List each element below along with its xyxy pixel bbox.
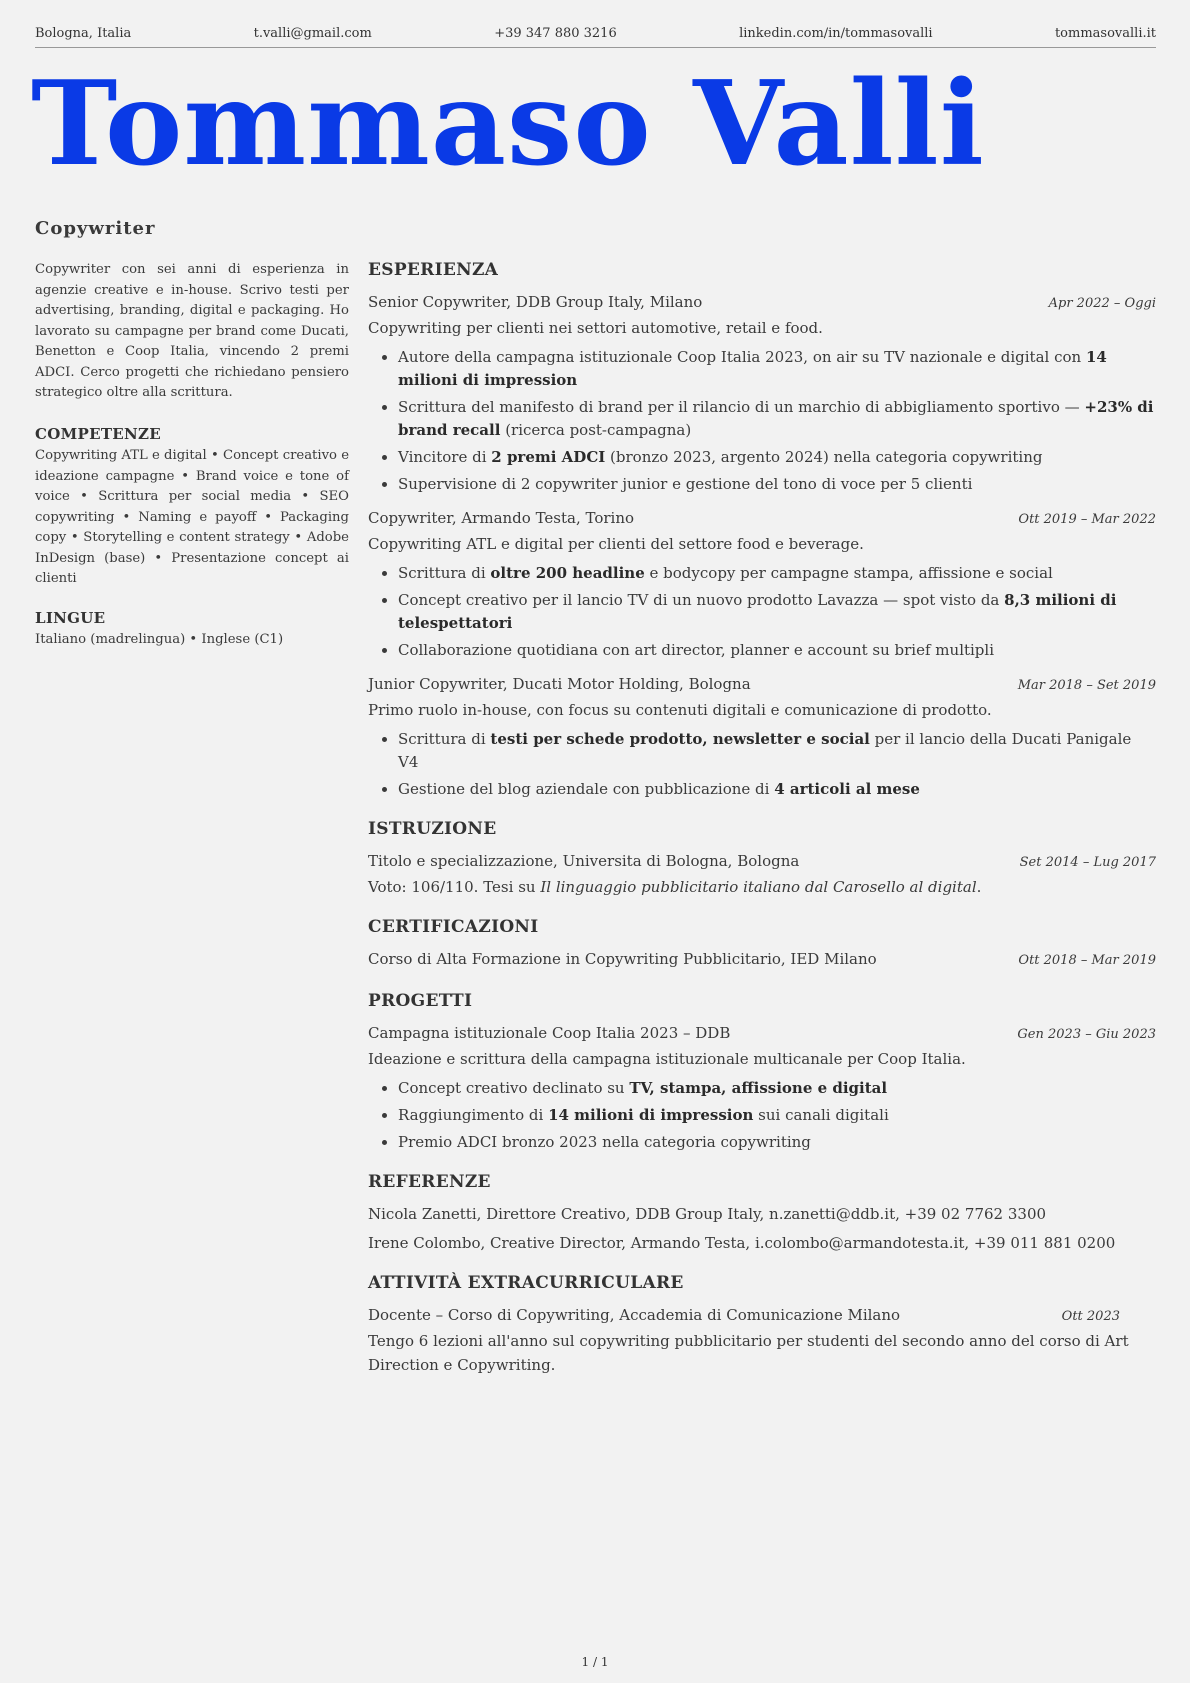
bullet-item: • Premio ADCI bronzo 2023 nella categoria copywriting bbox=[398, 1131, 1156, 1154]
extracurricular-title: Docente – Corso di Copywriting, Accademia di Comunicazione Milano bbox=[368, 1306, 901, 1324]
projects-section bbox=[368, 989, 1156, 1154]
certifications-heading: CERTIFICAZIONI bbox=[368, 917, 539, 937]
bullet-item: • Scrittura di oltre 200 headline e bodycopy per campagne stampa, affissione e social bbox=[398, 562, 1156, 585]
certification-title: Corso di Alta Formazione in Copywriting Pubblicitario, IED Milano bbox=[368, 950, 877, 968]
project-title: Campagna istituzionale Coop Italia 2023 – DDB bbox=[368, 1024, 731, 1042]
job-dates: Mar 2018 – Set 2019 bbox=[1017, 678, 1156, 693]
job-title: Senior Copywriter, DDB Group Italy, Milano bbox=[368, 293, 703, 311]
certification-dates: Ott 2018 – Mar 2019 bbox=[1018, 953, 1156, 968]
bullet-item: • Vincitore di 2 premi ADCI (bronzo 2023, argento 2024) nella categoria copywriting bbox=[398, 446, 1156, 469]
right-column bbox=[368, 258, 1156, 1393]
job-description: Primo ruolo in-house, con focus su contenuti digitali e comunicazione di prodotto. bbox=[368, 701, 992, 719]
project-dates: Gen 2023 – Giu 2023 bbox=[1017, 1027, 1156, 1042]
languages-heading: LINGUE bbox=[35, 608, 106, 627]
job-dates: Apr 2022 – Oggi bbox=[1048, 296, 1156, 311]
job-entry bbox=[368, 672, 1156, 801]
project-bullets bbox=[368, 1077, 1156, 1154]
extracurricular-section bbox=[368, 1271, 1156, 1377]
left-column bbox=[35, 260, 349, 669]
contact-linkedin[interactable]: linkedin.com/in/tommasovalli bbox=[739, 26, 933, 41]
job-entry bbox=[368, 506, 1156, 662]
bullet-item: • Collaborazione quotidiana con art director, planner e account su brief multipli bbox=[398, 639, 1156, 662]
contact-phone[interactable]: +39 347 880 3216 bbox=[494, 26, 617, 41]
languages-section bbox=[35, 608, 349, 651]
candidate-name: Tommaso Valli bbox=[31, 56, 985, 192]
candidate-role: Copywriter bbox=[35, 218, 156, 239]
experience-section bbox=[368, 258, 1156, 801]
bullet-item: • Raggiungimento di 14 milioni di impression sui canali digitali bbox=[398, 1104, 1156, 1127]
education-title: Titolo e specializzazione, Universita di Bologna, Bologna bbox=[368, 852, 800, 870]
references-heading: REFERENZE bbox=[368, 1172, 491, 1192]
job-bullets bbox=[368, 728, 1156, 801]
job-dates: Ott 2019 – Mar 2022 bbox=[1018, 512, 1156, 527]
reference-item: Irene Colombo, Creative Director, Armando Testa, i.colombo@armandotesta.it, +39 011 881 0200 bbox=[368, 1234, 1116, 1252]
experience-heading: ESPERIENZA bbox=[368, 260, 499, 280]
skills-text: Copywriting ATL e digital • Concept creativo e ideazione campagne • Brand voice e tone of voice • Scrittura per social media • SEO copywriting • Naming e payoff • Packaging copy • Storytelling e content strategy • Adobe InDesign (base) • Presentazione concept ai clienti bbox=[35, 448, 349, 586]
job-description: Copywriting per clienti nei settori automotive, retail e food. bbox=[368, 319, 823, 337]
job-description: Copywriting ATL e digital per clienti del settore food e beverage. bbox=[368, 535, 864, 553]
job-entry bbox=[368, 290, 1156, 496]
job-bullets bbox=[368, 562, 1156, 662]
bullet-item: • Autore della campagna istituzionale Coop Italia 2023, on air su TV nazionale e digital con 14 milioni di impression bbox=[398, 346, 1156, 392]
extracurricular-heading: ATTIVITÀ EXTRACURRICULARE bbox=[368, 1273, 684, 1293]
bullet-item: • Concept creativo per il lancio TV di un nuovo prodotto Lavazza — spot visto da 8,3 milioni di telespettatori bbox=[398, 589, 1156, 635]
bullet-item: • Gestione del blog aziendale con pubblicazione di 4 articoli al mese bbox=[398, 778, 1156, 801]
reference-item: Nicola Zanetti, Direttore Creativo, DDB Group Italy, n.zanetti@ddb.it, +39 02 7762 3300 bbox=[368, 1205, 1047, 1223]
contact-bar bbox=[35, 26, 1156, 48]
certifications-section bbox=[368, 915, 1156, 973]
summary: Copywriter con sei anni di esperienza in agenzie creative e in-house. Scrivo testi per advertising, branding, digital e packaging. Ho lavorato su campagne per brand come Ducati, Benetton e Coop Italia, vincendo 2 premi ADCI. Cerco progetti che richiedano pensiero strategico oltre alla scrittura. bbox=[35, 262, 349, 400]
references-section bbox=[368, 1170, 1156, 1255]
languages-text: Italiano (madrelingua) • Inglese (C1) bbox=[35, 632, 284, 647]
job-title: Junior Copywriter, Ducati Motor Holding, Bologna bbox=[368, 675, 751, 693]
skills-heading: COMPETENZE bbox=[35, 424, 162, 443]
extracurricular-description: Tengo 6 lezioni all'anno sul copywriting pubblicitario per studenti del secondo anno del corso di Art Direction e Copywriting. bbox=[368, 1332, 1129, 1374]
contact-website[interactable]: tommasovalli.it bbox=[1054, 26, 1156, 41]
bullet-item: • Scrittura di testi per schede prodotto, newsletter e social per il lancio della Ducati Panigale V4 bbox=[398, 728, 1156, 774]
job-title: Copywriter, Armando Testa, Torino bbox=[368, 509, 635, 527]
education-heading: ISTRUZIONE bbox=[368, 819, 497, 839]
project-description: Ideazione e scrittura della campagna istituzionale multicanale per Coop Italia. bbox=[368, 1050, 966, 1068]
bullet-item: • Concept creativo declinato su TV, stampa, affissione e digital bbox=[398, 1077, 1156, 1100]
bullet-item: • Scrittura del manifesto di brand per il rilancio di un marchio di abbigliamento sportivo — +23% di brand recall (ricerca post-campagna) bbox=[398, 396, 1156, 442]
page-number: 1 / 1 bbox=[581, 1655, 609, 1669]
bullet-item: • Supervisione di 2 copywriter junior e gestione del tono di voce per 5 clienti bbox=[398, 473, 1156, 496]
extracurricular-dates: Ott 2023 bbox=[1061, 1309, 1120, 1324]
contact-city: Bologna, Italia bbox=[35, 26, 132, 41]
job-bullets bbox=[368, 346, 1156, 496]
projects-heading: PROGETTI bbox=[368, 991, 473, 1011]
education-dates: Set 2014 – Lug 2017 bbox=[1019, 855, 1156, 870]
skills-section bbox=[35, 424, 349, 590]
contact-email[interactable]: t.valli@gmail.com bbox=[253, 26, 372, 41]
education-description: Voto: 106/110. Tesi su Il linguaggio pubblicitario italiano dal Carosello al digital. bbox=[368, 878, 982, 896]
education-section bbox=[368, 817, 1156, 899]
